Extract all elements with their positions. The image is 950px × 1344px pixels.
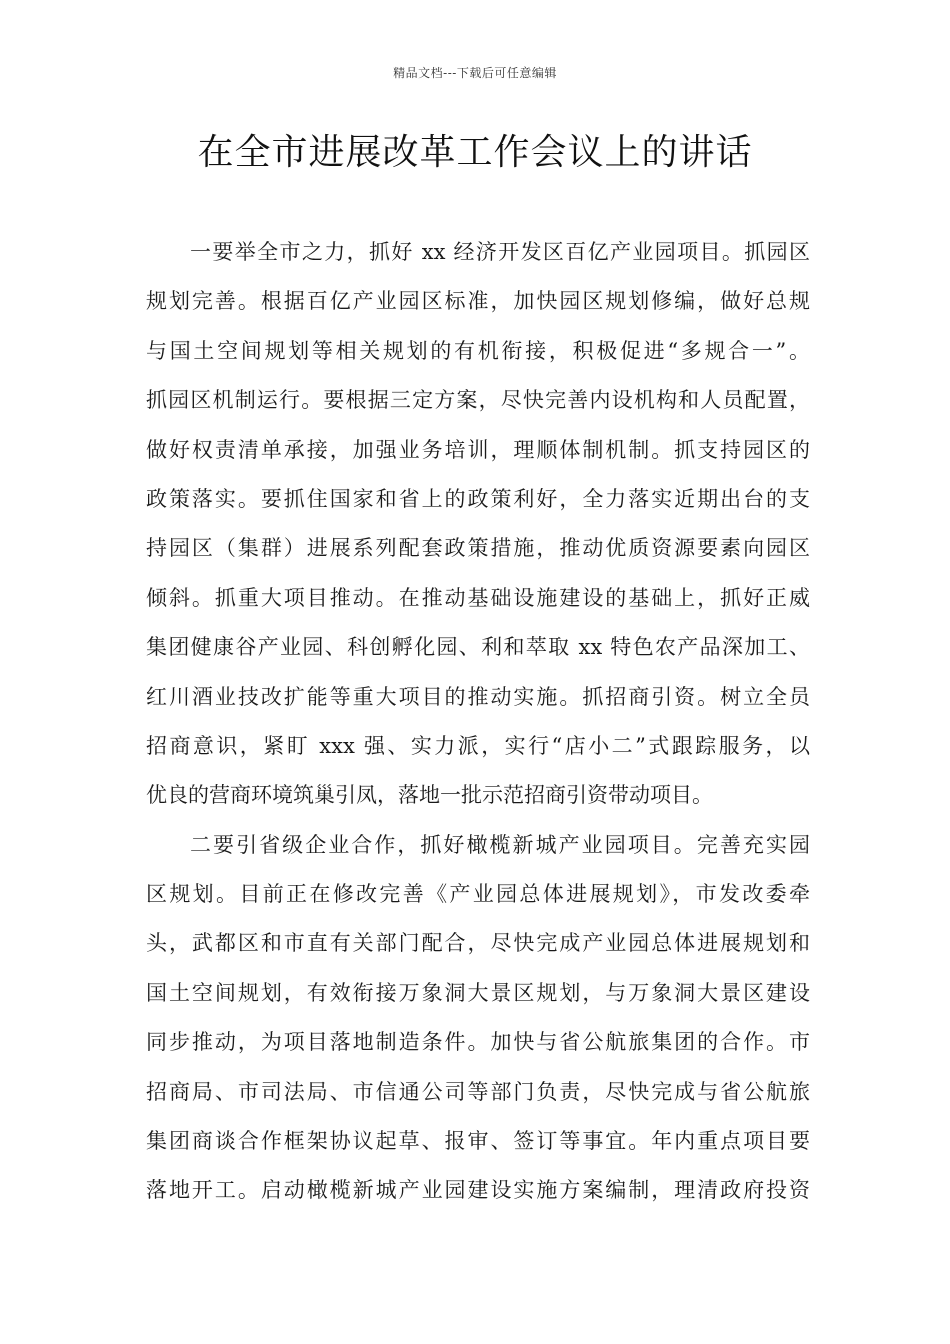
text-line: 倾斜。抓重大项目推动。在推动基础设施建设的基础上，抓好正威 bbox=[146, 585, 810, 610]
paragraph-2 bbox=[146, 821, 810, 1216]
text-line: 与国土空间规划等相关规划的有机衔接，积极促进“多规合一”。 bbox=[146, 338, 810, 363]
text-line: 规划完善。根据百亿产业园区标准，加快园区规划修编，做好总规 bbox=[146, 289, 810, 314]
text-line: 抓园区机制运行。要根据三定方案，尽快完善内设机构和人员配置， bbox=[146, 388, 810, 413]
text-line: 国土空间规划，有效衔接万象洞大景区规划，与万象洞大景区建设 bbox=[146, 980, 810, 1005]
text-line: 红川酒业技改扩能等重大项目的推动实施。抓招商引资。树立全员 bbox=[146, 684, 810, 709]
document-body bbox=[146, 228, 810, 1216]
text-line: 二要引省级企业合作，抓好橄榄新城产业园项目。完善充实园 bbox=[190, 832, 810, 857]
text-line: 做好权责清单承接，加强业务培训，理顺体制机制。抓支持园区的 bbox=[146, 437, 810, 462]
text-line: 落地开工。启动橄榄新城产业园建设实施方案编制，理清政府投资 bbox=[146, 1178, 810, 1203]
text-line: 持园区（集群）进展系列配套政策措施，推动优质资源要素向园区 bbox=[146, 536, 810, 561]
text-line: 区规划。目前正在修改完善《产业园总体进展规划》，市发改委牵 bbox=[146, 882, 810, 907]
text-line: 招商局、市司法局、市信通公司等部门负责，尽快完成与省公航旅 bbox=[146, 1079, 810, 1104]
text-line: 集团健康谷产业园、科创孵化园、利和萃取 xx 特色农产品深加工、 bbox=[146, 635, 810, 660]
text-line: 同步推动，为项目落地制造条件。加快与省公航旅集团的合作。市 bbox=[146, 1030, 810, 1055]
text-line: 头，武都区和市直有关部门配合，尽快完成产业园总体进展规划和 bbox=[146, 931, 810, 956]
text-line: 一要举全市之力，抓好 xx 经济开发区百亿产业园项目。抓园区 bbox=[190, 240, 810, 264]
text-line: 招商意识，紧盯 xxx 强、实力派，实行“店小二”式跟踪服务，以 bbox=[146, 733, 810, 758]
header-note: 精品文档---下载后可任意编辑 bbox=[393, 66, 557, 80]
text-line: 政策落实。要抓住国家和省上的政策利好，全力落实近期出台的支 bbox=[146, 486, 810, 511]
document-title: 在全市进展改革工作会议上的讲话 bbox=[197, 132, 753, 173]
paragraph-1 bbox=[146, 228, 810, 821]
text-line: 优良的营商环境筑巢引凤，落地一批示范招商引资带动项目。 bbox=[146, 783, 713, 808]
text-line: 集团商谈合作框架协议起草、报审、签订等事宜。年内重点项目要 bbox=[146, 1129, 810, 1154]
